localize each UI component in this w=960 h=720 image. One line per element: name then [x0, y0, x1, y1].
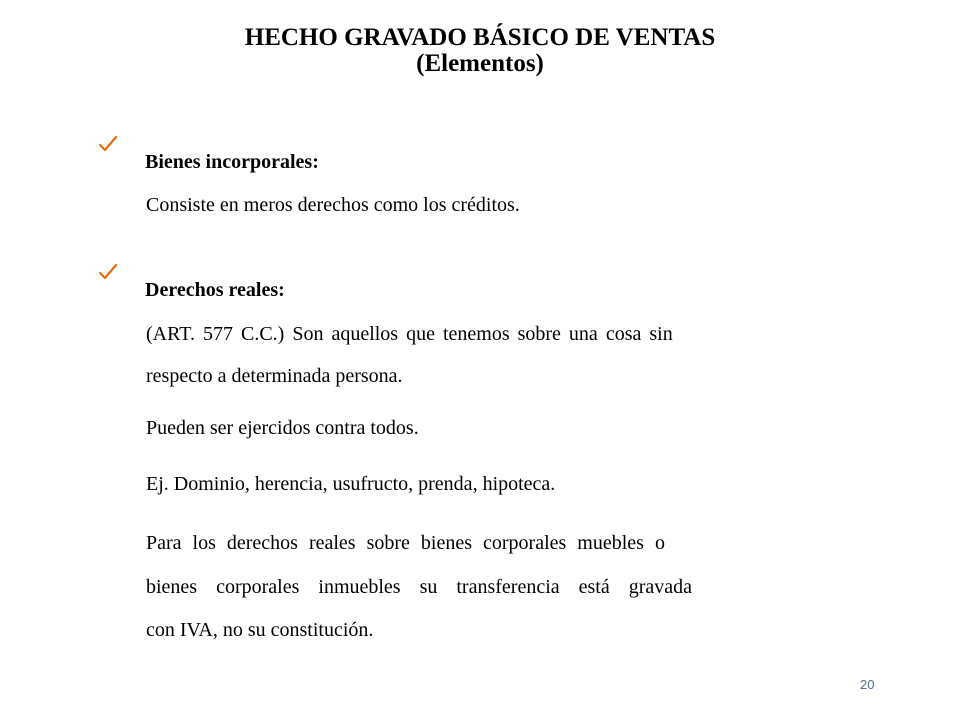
section-text: Ej. Dominio, herencia, usufructo, prenda, hipoteca.	[146, 473, 556, 495]
section-text: Consiste en meros derechos como los créditos.	[146, 194, 520, 216]
section-text: Para los derechos reales sobre bienes corporales muebles o	[146, 532, 665, 554]
section-text: respecto a determinada persona.	[146, 365, 403, 387]
checkmark-icon	[98, 262, 118, 284]
section-heading-derechos-reales: Derechos reales:	[145, 279, 285, 301]
slide-subtitle: (Elementos)	[416, 50, 544, 77]
page-number: 20	[860, 677, 875, 692]
section-text: bienes corporales inmuebles su transferencia está gravada	[146, 576, 693, 598]
section-text: (ART. 577 C.C.) Son aquellos que tenemos sobre una cosa sin	[146, 323, 673, 345]
slide-title: HECHO GRAVADO BÁSICO DE VENTAS	[244, 24, 716, 51]
section-text: con IVA, no su constitución.	[146, 619, 374, 641]
section-heading-bienes-incorporales: Bienes incorporales:	[145, 151, 319, 173]
section-text: Pueden ser ejercidos contra todos.	[146, 417, 419, 439]
checkmark-icon	[98, 134, 118, 156]
